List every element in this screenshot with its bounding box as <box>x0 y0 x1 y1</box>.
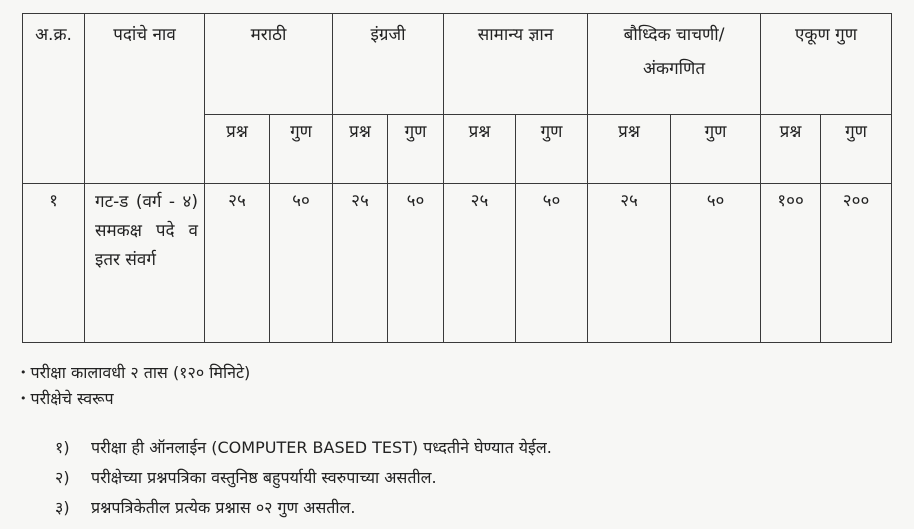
note-text: परीक्षा कालावधी २ तास (१२० मिनिटे) <box>30 363 251 382</box>
bullet-icon: • <box>20 366 27 379</box>
subheader-questions: प्रश्न <box>205 115 270 184</box>
header-serial: अ.क्र. <box>23 14 85 184</box>
list-number: २) <box>55 468 70 487</box>
cell-english-marks: ५० <box>388 184 444 343</box>
header-english: इंग्रजी <box>333 14 444 115</box>
cell-english-questions: २५ <box>333 184 388 343</box>
header-post-name: पदांचे नाव <box>85 14 205 184</box>
table-row <box>23 184 892 343</box>
subheader-questions: प्रश्न <box>333 115 388 184</box>
subheader-marks: गुण <box>388 115 444 184</box>
note-format <box>20 386 250 412</box>
list-text: प्रश्नपत्रिकेतील प्रत्येक प्रश्नास ०२ गुण असतील. <box>91 498 356 517</box>
exam-format-list <box>55 433 552 523</box>
subheader-marks: गुण <box>270 115 333 184</box>
header-general-knowledge: सामान्य ज्ञान <box>444 14 588 115</box>
list-text: परीक्षा ही ऑनलाईन (COMPUTER BASED TEST) पध्दतीने घेण्यात येईल. <box>91 438 552 457</box>
note-text: परीक्षेचे स्वरूप <box>30 389 114 408</box>
cell-total-marks: २०० <box>821 184 892 343</box>
cell-intelligence-questions: २५ <box>588 184 671 343</box>
subheader-marks: गुण <box>516 115 588 184</box>
list-item <box>55 463 552 493</box>
cell-post-name: गट-ड (वर्ग - ४) समकक्ष पदे व इतर संवर्ग <box>85 184 205 343</box>
cell-gk-marks: ५० <box>516 184 588 343</box>
cell-serial: १ <box>23 184 85 343</box>
cell-total-questions: १०० <box>761 184 821 343</box>
list-text: परीक्षेच्या प्रश्नपत्रिका वस्तुनिष्ठ बहुपर्यायी स्वरुपाच्या असतील. <box>91 468 437 487</box>
list-number: ३) <box>55 498 70 517</box>
header-intelligence-arithmetic: बौध्दिक चाचणी/ अंकगणित <box>588 14 761 115</box>
header-total-marks: एकूण गुण <box>761 14 892 115</box>
bullet-icon: • <box>20 392 27 405</box>
list-number: १) <box>55 438 70 457</box>
note-duration <box>20 360 250 386</box>
cell-marathi-marks: ५० <box>270 184 333 343</box>
header-marathi: मराठी <box>205 14 333 115</box>
subheader-marks: गुण <box>671 115 761 184</box>
list-item <box>55 493 552 523</box>
exam-pattern-table <box>22 13 892 343</box>
list-item <box>55 433 552 463</box>
subheader-questions: प्रश्न <box>588 115 671 184</box>
subheader-questions: प्रश्न <box>444 115 516 184</box>
subheader-marks: गुण <box>821 115 892 184</box>
subheader-questions: प्रश्न <box>761 115 821 184</box>
exam-notes <box>20 360 250 412</box>
cell-intelligence-marks: ५० <box>671 184 761 343</box>
cell-gk-questions: २५ <box>444 184 516 343</box>
cell-marathi-questions: २५ <box>205 184 270 343</box>
